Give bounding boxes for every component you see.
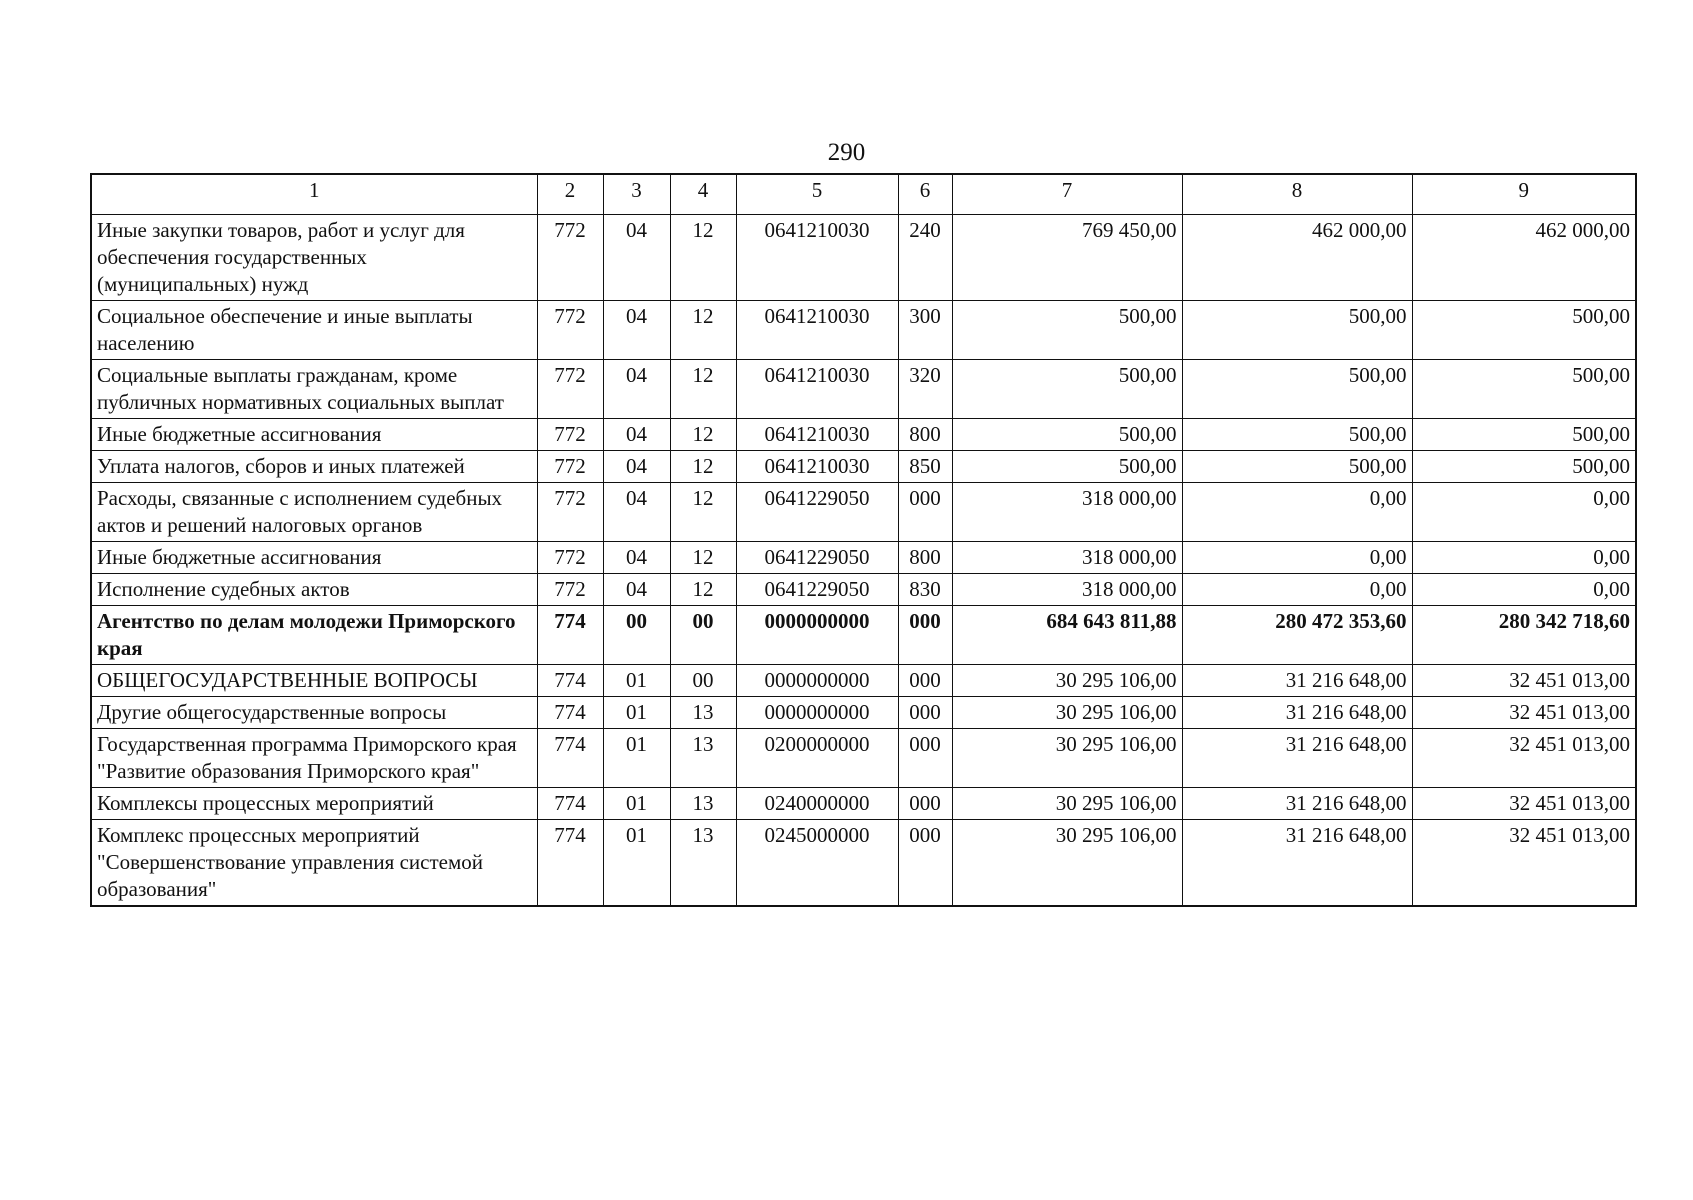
- ministry-code: 774: [537, 729, 603, 788]
- amount-col8: 31 216 648,00: [1182, 788, 1412, 820]
- amount-col8: 0,00: [1182, 574, 1412, 606]
- subsection-code: 12: [670, 451, 736, 483]
- amount-col8: 500,00: [1182, 451, 1412, 483]
- amount-col8: 31 216 648,00: [1182, 729, 1412, 788]
- section-code: 01: [603, 697, 670, 729]
- table-row: [91, 483, 1636, 542]
- amount-col9: 500,00: [1412, 419, 1636, 451]
- section-code: 00: [603, 606, 670, 665]
- amount-col8: 462 000,00: [1182, 215, 1412, 301]
- target-article-code: 0000000000: [736, 665, 898, 697]
- ministry-code: 772: [537, 215, 603, 301]
- ministry-code: 774: [537, 606, 603, 665]
- expense-type-code: 000: [898, 788, 952, 820]
- expense-name: Иные бюджетные ассигнования: [91, 542, 537, 574]
- subsection-code: 12: [670, 419, 736, 451]
- expense-name: Социальное обеспечение и иные выплаты населению: [91, 301, 537, 360]
- subsection-code: 00: [670, 606, 736, 665]
- section-code: 04: [603, 419, 670, 451]
- expense-type-code: 000: [898, 820, 952, 907]
- ministry-code: 772: [537, 483, 603, 542]
- column-header: 1: [91, 174, 537, 215]
- expense-type-code: 850: [898, 451, 952, 483]
- ministry-code: 772: [537, 301, 603, 360]
- amount-col8: 31 216 648,00: [1182, 665, 1412, 697]
- amount-col7: 30 295 106,00: [952, 820, 1182, 907]
- amount-col9: 32 451 013,00: [1412, 697, 1636, 729]
- expense-name: Иные бюджетные ассигнования: [91, 419, 537, 451]
- subsection-code: 13: [670, 729, 736, 788]
- table-row: [91, 360, 1636, 419]
- amount-col7: 30 295 106,00: [952, 788, 1182, 820]
- ministry-code: 772: [537, 451, 603, 483]
- amount-col8: 0,00: [1182, 483, 1412, 542]
- amount-col9: 500,00: [1412, 451, 1636, 483]
- ministry-code: 772: [537, 419, 603, 451]
- amount-col8: 31 216 648,00: [1182, 697, 1412, 729]
- target-article-code: 0641210030: [736, 419, 898, 451]
- column-header: 2: [537, 174, 603, 215]
- subsection-code: 12: [670, 542, 736, 574]
- ministry-code: 772: [537, 574, 603, 606]
- table-row: [91, 697, 1636, 729]
- target-article-code: 0641210030: [736, 301, 898, 360]
- ministry-code: 774: [537, 665, 603, 697]
- amount-col9: 462 000,00: [1412, 215, 1636, 301]
- amount-col7: 30 295 106,00: [952, 665, 1182, 697]
- ministry-code: 774: [537, 697, 603, 729]
- target-article-code: 0000000000: [736, 697, 898, 729]
- expense-name: Другие общегосударственные вопросы: [91, 697, 537, 729]
- amount-col7: 318 000,00: [952, 574, 1182, 606]
- section-code: 04: [603, 215, 670, 301]
- table-row: [91, 729, 1636, 788]
- amount-col9: 32 451 013,00: [1412, 729, 1636, 788]
- amount-col9: 0,00: [1412, 483, 1636, 542]
- table-row: [91, 788, 1636, 820]
- amount-col8: 500,00: [1182, 419, 1412, 451]
- table-row: [91, 301, 1636, 360]
- column-header: 8: [1182, 174, 1412, 215]
- subsection-code: 13: [670, 788, 736, 820]
- table-row: [91, 820, 1636, 907]
- expense-type-code: 000: [898, 729, 952, 788]
- target-article-code: 0641229050: [736, 483, 898, 542]
- subsection-code: 12: [670, 360, 736, 419]
- column-header: 7: [952, 174, 1182, 215]
- section-code: 01: [603, 665, 670, 697]
- section-code: 04: [603, 301, 670, 360]
- amount-col8: 500,00: [1182, 360, 1412, 419]
- expense-type-code: 000: [898, 606, 952, 665]
- table-row-department: [91, 606, 1636, 665]
- ministry-code: 774: [537, 820, 603, 907]
- target-article-code: 0000000000: [736, 606, 898, 665]
- section-code: 04: [603, 483, 670, 542]
- amount-col7: 684 643 811,88: [952, 606, 1182, 665]
- expense-name: Агентство по делам молодежи Приморского края: [91, 606, 537, 665]
- expense-name: Исполнение судебных актов: [91, 574, 537, 606]
- amount-col9: 0,00: [1412, 542, 1636, 574]
- expense-name: Комплексы процессных мероприятий: [91, 788, 537, 820]
- ministry-code: 774: [537, 788, 603, 820]
- expense-type-code: 320: [898, 360, 952, 419]
- target-article-code: 0641229050: [736, 574, 898, 606]
- target-article-code: 0641210030: [736, 451, 898, 483]
- expense-type-code: 000: [898, 697, 952, 729]
- amount-col8: 31 216 648,00: [1182, 820, 1412, 907]
- subsection-code: 13: [670, 820, 736, 907]
- ministry-code: 772: [537, 360, 603, 419]
- expense-name: ОБЩЕГОСУДАРСТВЕННЫЕ ВОПРОСЫ: [91, 665, 537, 697]
- budget-table: [90, 173, 1637, 907]
- subsection-code: 12: [670, 483, 736, 542]
- expense-name: Уплата налогов, сборов и иных платежей: [91, 451, 537, 483]
- subsection-code: 00: [670, 665, 736, 697]
- amount-col8: 500,00: [1182, 301, 1412, 360]
- target-article-code: 0641210030: [736, 215, 898, 301]
- ministry-code: 772: [537, 542, 603, 574]
- expense-type-code: 800: [898, 419, 952, 451]
- target-article-code: 0641229050: [736, 542, 898, 574]
- amount-col9: 280 342 718,60: [1412, 606, 1636, 665]
- page-number: 290: [827, 139, 866, 166]
- amount-col9: 32 451 013,00: [1412, 665, 1636, 697]
- column-header: 3: [603, 174, 670, 215]
- expense-type-code: 240: [898, 215, 952, 301]
- table-row: [91, 419, 1636, 451]
- expense-name: Государственная программа Приморского края "Развитие образования Приморского края": [91, 729, 537, 788]
- amount-col7: 500,00: [952, 360, 1182, 419]
- table-row: [91, 665, 1636, 697]
- section-code: 01: [603, 788, 670, 820]
- section-code: 01: [603, 729, 670, 788]
- expense-type-code: 000: [898, 665, 952, 697]
- expense-type-code: 830: [898, 574, 952, 606]
- target-article-code: 0641210030: [736, 360, 898, 419]
- section-code: 04: [603, 451, 670, 483]
- amount-col9: 32 451 013,00: [1412, 820, 1636, 907]
- subsection-code: 12: [670, 301, 736, 360]
- table-row: [91, 574, 1636, 606]
- amount-col7: 30 295 106,00: [952, 697, 1182, 729]
- amount-col7: 318 000,00: [952, 483, 1182, 542]
- table-row: [91, 542, 1636, 574]
- amount-col9: 32 451 013,00: [1412, 788, 1636, 820]
- column-number-row: [91, 174, 1636, 215]
- column-header: 6: [898, 174, 952, 215]
- expense-name: Расходы, связанные с исполнением судебных актов и решений налоговых органов: [91, 483, 537, 542]
- section-code: 04: [603, 542, 670, 574]
- expense-name: Комплекс процессных мероприятий "Совершенствование управления системой образования": [91, 820, 537, 907]
- column-header: 9: [1412, 174, 1636, 215]
- expense-type-code: 300: [898, 301, 952, 360]
- amount-col7: 500,00: [952, 451, 1182, 483]
- amount-col9: 500,00: [1412, 360, 1636, 419]
- amount-col9: 0,00: [1412, 574, 1636, 606]
- target-article-code: 0245000000: [736, 820, 898, 907]
- amount-col7: 769 450,00: [952, 215, 1182, 301]
- expense-type-code: 800: [898, 542, 952, 574]
- expense-type-code: 000: [898, 483, 952, 542]
- column-header: 4: [670, 174, 736, 215]
- subsection-code: 12: [670, 215, 736, 301]
- amount-col7: 500,00: [952, 419, 1182, 451]
- amount-col8: 280 472 353,60: [1182, 606, 1412, 665]
- target-article-code: 0200000000: [736, 729, 898, 788]
- table-row: [91, 451, 1636, 483]
- column-header: 5: [736, 174, 898, 215]
- section-code: 01: [603, 820, 670, 907]
- subsection-code: 12: [670, 574, 736, 606]
- target-article-code: 0240000000: [736, 788, 898, 820]
- subsection-code: 13: [670, 697, 736, 729]
- amount-col9: 500,00: [1412, 301, 1636, 360]
- table-row: [91, 215, 1636, 301]
- section-code: 04: [603, 574, 670, 606]
- section-code: 04: [603, 360, 670, 419]
- expense-name: Социальные выплаты гражданам, кроме публичных нормативных социальных выплат: [91, 360, 537, 419]
- expense-name: Иные закупки товаров, работ и услуг для обеспечения государственных (муниципальных) нужд: [91, 215, 537, 301]
- amount-col8: 0,00: [1182, 542, 1412, 574]
- amount-col7: 318 000,00: [952, 542, 1182, 574]
- amount-col7: 30 295 106,00: [952, 729, 1182, 788]
- amount-col7: 500,00: [952, 301, 1182, 360]
